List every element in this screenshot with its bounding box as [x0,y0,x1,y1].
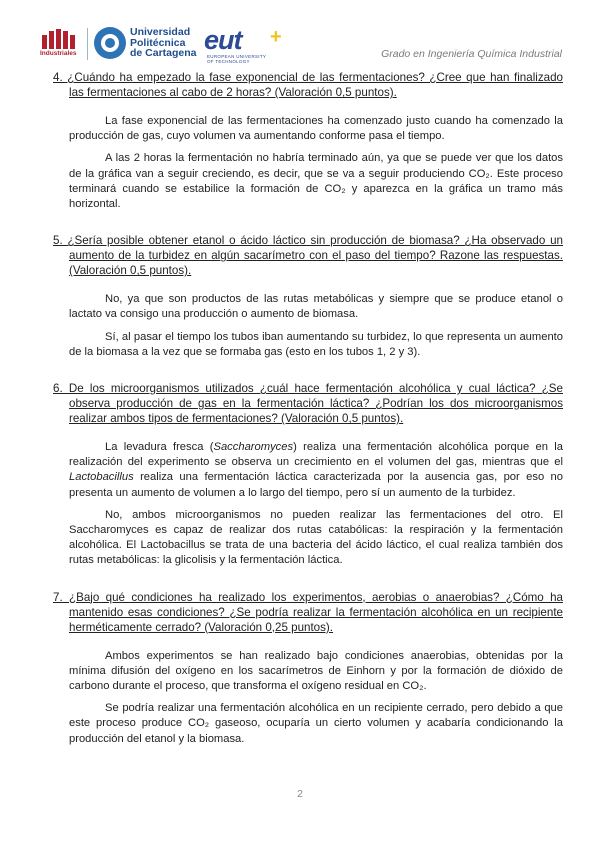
answer-6-paragraph-2: No, ambos microorganismos no pueden realizar las fermentaciones del otro. El Saccharomyces es capaz de realizar dos rutas catabólicas: la respiración y la fermentación alcohólica. El Lactobacillus se trata de una bacteria del ácido láctico, el cual realiza también dos rutas metabólicas: la glicolisis y la fermentación láctica. [69,508,563,567]
question-7: 7. ¿Bajo qué condiciones ha realizado los experimentos, aerobias o anaerobias? ¿Cómo ha mantenido esas condiciones? ¿Se podría realizar la fermentación alcohólica en un recipiente herméticamente cerrado? (Valoración 0,25 puntos). [53,590,563,634]
upct-name: Universidad Politécnica de Cartagena [130,26,197,59]
question-4: 4. ¿Cuándo ha empezado la fase exponencial de las fermentaciones? ¿Cree que han finalizado las fermentaciones al cabo de 2 horas? (Valoración 0,5 puntos). [53,71,563,99]
industriales-label: Industriales [40,50,77,57]
answer-7-paragraph-1: Ambos experimentos se han realizado bajo condiciones anaerobias, obtenidas por la mínima difusión del oxígeno en los sacarímetros de Einhorn y por la formación de dióxido de carbono durante el proceso, que transforma el oxígeno residual en CO₂. [69,649,563,693]
question-6: 6. De los microorganismos utilizados ¿cuál hace fermentación alcohólica y cual láctica? ¿Se observa producción de gas en la fermentación láctica? ¿Podrían los dos microorganismos realizar ambos tipos de fermentaciones? (Valoración 0,5 puntos). [53,382,563,426]
logo-divider [87,28,88,60]
answer-4-paragraph-2: A las 2 horas la fermentación no habría terminado aún, ya que se puede ver que los datos de la gráfica van a seguir creciendo, es decir, que se va a seguir produciendo CO₂. Este proceso terminará cuando se estabilice la formación de CO₂ y aparezca en la gráfica un tramo más horizontal. [69,152,563,211]
answer-7-paragraph-2: Se podría realizar una fermentación alcohólica en un recipiente cerrado, pero debido a que este proceso produce CO₂ gaseoso, ocuparía un cierto volumen y acabaría condicionando la producción del etanol y la biomasa. [69,702,563,745]
page-header [0,0,600,70]
answer-5-paragraph-2: Sí, al pasar el tiempo los tubos iban aumentando su turbidez, lo que representa un aumento de la biomasa a la vez que se formaba gas (esto en los tubos 1, 2 y 3). [69,330,563,358]
answer-6-paragraph-1: La levadura fresca (Saccharomyces) realiza una fermentación alcohólica porque en la realización del experimento se observa un crecimiento en el volumen del gas, mientras que el Lactobacillus realiza una fermentación láctica caracterizada por la ausencia gas, por eso no presenta un aumento de volumen a lo largo del tiempo, pero sí un aumento de la turbidez. [69,441,563,499]
document-body [53,70,563,747]
answer-4-paragraph-1: La fase exponencial de las fermentaciones ha comenzado justo cuando ha comenzado la producción de gas, cuyo volumen va aumentando conforme pasa el tiempo. [69,115,563,143]
industriales-logo [40,27,82,57]
answer-5-paragraph-1: No, ya que son productos de las rutas metabólicas y siempre que se produce etanol o lactato va consigo una producción o aumento de biomasa. [69,293,563,321]
question-5: 5. ¿Sería posible obtener etanol o ácido láctico sin producción de biomasa? ¿Ha observado un aumento de la turbidez en algún sacarímetro con el paso del tiempo? Razone las respuestas. (Valoración 0,5 puntos). [53,234,563,278]
eut-logo: eut + EUROPEAN UNIVERSITY OF TECHNOLOGY [204,25,282,64]
page-number: 2 [297,788,303,800]
upct-seal-icon [94,27,126,59]
degree-title: Grado en Ingeniería Química Industrial [381,48,562,60]
